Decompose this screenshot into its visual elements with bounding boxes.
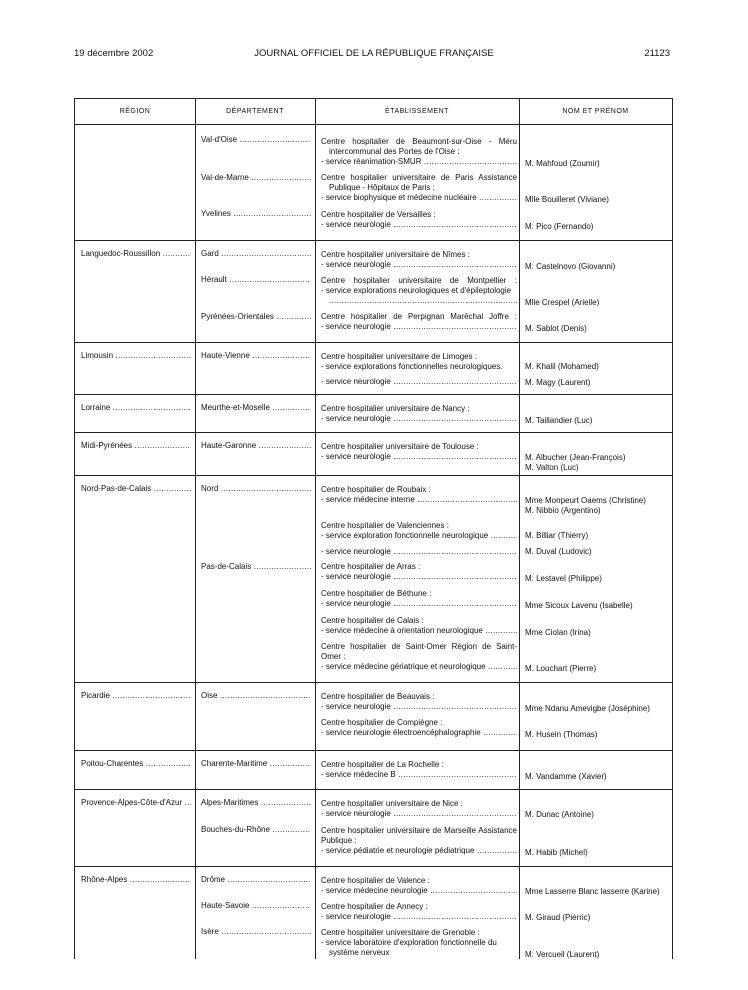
region-group — [75, 790, 672, 867]
column-header-nom-prenom: NOM ET PRÉNOM — [562, 108, 629, 115]
nom-cell: M. Habib (Michel) — [525, 848, 588, 857]
etablissement-cell: Centre hospitalier universitaire de Nîmes : - service neurologie ..... — [321, 250, 517, 270]
departement-cell: Gard ..... — [201, 249, 311, 259]
header-page-number: 21123 — [644, 48, 670, 59]
region-group — [75, 343, 672, 395]
departement-cell: Haute-Vienne ..... — [201, 351, 311, 361]
departement-cell: Yvelines ..... — [201, 209, 311, 219]
appointments-table — [74, 98, 673, 959]
table-header — [75, 99, 672, 125]
departement-cell: Drôme ..... — [201, 875, 311, 885]
departement-cell: Alpes-Maritimes ..... — [201, 798, 311, 808]
nom-cell: M. Vercueil (Laurent) — [525, 950, 600, 959]
region-cell: Lorraine ..... — [81, 403, 191, 413]
departement-cell: Haute-Garonne ..... — [201, 441, 311, 451]
region-cell: Nord-Pas-de-Calais ..... — [81, 484, 191, 494]
nom-cell: M. Giraud (Pierric) — [525, 913, 591, 922]
region-group — [75, 751, 672, 790]
etablissement-cell: Centre hospitalier de Versailles : - service neurologie ..... — [321, 210, 517, 230]
nom-cell: Mme Ndanu Amevigbe (Joséphine) — [525, 704, 650, 713]
etablissement-cell: Centre hospitalier universitaire de Limoges : - service explorations fonctionnelles neurologiques. - service neurologie ..... — [321, 352, 517, 387]
region-cell: Limousin ..... — [81, 351, 191, 361]
etablissement-cell: Centre hospitalier universitaire de Toulouse : - service neurologie ..... — [321, 442, 517, 462]
etablissement-cell: Centre hospitalier universitaire de Marseille Assistance Publique : - service pédiatrie et neurologie pédiatrique ..... — [321, 826, 517, 856]
etablissement-cell: Centre hospitalier de Perpignan Maréchal Joffre : - service neurologie ..... — [321, 312, 517, 332]
nom-cell: Mme Ciolan (Irina) — [525, 628, 591, 637]
nom-cell: M. Khalil (Mohamed) — [525, 362, 599, 371]
etablissement-cell: Centre hospitalier de Annecy : - service neurologie ..... — [321, 902, 517, 922]
departement-cell: Oise ..... — [201, 691, 311, 701]
nom-cell: M. Albucher (Jean-François) M. Valton (Luc) — [525, 453, 626, 472]
nom-cell: M. Castelnovo (Giovanni) — [525, 262, 616, 271]
etablissement-cell: Centre hospitalier de Beaumont-sur-Oise - Méru intercommunal des Portes de l'Oise : - service réanimation-SMUR ..... — [321, 137, 517, 167]
region-cell: Provence-Alpes-Côte-d'Azur ..... — [81, 798, 191, 808]
nom-cell: Mlle Crespel (Arielle) — [525, 298, 600, 307]
etablissement-cell: Centre hospitalier de Beauvais : - service neurologie ..... Centre hospitalier de Compiègne : - service neurologie électroencéphalographie ..... — [321, 692, 517, 738]
etablissement-cell: Centre hospitalier de Valence : - service médecine neurologie ..... — [321, 876, 517, 896]
nom-cell: M. Dunac (Antoine) — [525, 810, 594, 819]
departement-cell: Pas-de-Calais ..... — [201, 562, 311, 572]
etablissement-cell: Centre hospitalier universitaire de Paris Assistance Publique - Hôpitaux de Paris : - service biophysique et médecine nucléaire ..... — [321, 173, 517, 203]
nom-cell: Mme Sicoux Lavenu (Isabelle) — [525, 601, 633, 610]
region-group — [75, 867, 672, 967]
header-date: 19 décembre 2002 — [74, 48, 154, 59]
nom-cell: M. Mahfoud (Zoumir) — [525, 159, 600, 168]
etablissement-cell: Centre hospitalier universitaire de Nancy : - service neurologie ..... — [321, 404, 517, 424]
departement-cell: Haute-Savoie ..... — [201, 901, 311, 911]
departement-cell: Val-de-Marne ..... — [201, 173, 311, 183]
etablissement-cell: Centre hospitalier de Béthune : - service neurologie ..... — [321, 589, 517, 609]
etablissement-cell: Centre hospitalier universitaire de Grenoble : - service laboratoire d'exploration fonctionnelle du système nerveux ..... — [321, 928, 517, 958]
nom-cell: M. Billiar (Thierry) — [525, 531, 589, 540]
nom-cell: M. Taillandier (Luc) — [525, 416, 593, 425]
nom-cell: M. Louchart (Pierre) — [525, 664, 597, 673]
column-header-departement: DÉPARTEMENT — [226, 108, 284, 115]
nom-cell: M. Lestavel (Philippe) — [525, 574, 602, 583]
region-group — [75, 683, 672, 751]
nom-cell: M. Magy (Laurent) — [525, 378, 591, 387]
nom-cell: M. Pico (Fernando) — [525, 222, 594, 231]
nom-cell: Mme Lasserre Blanc lasserre (Karine) — [525, 887, 660, 896]
region-cell: Picardie ..... — [81, 691, 191, 701]
etablissement-cell: Centre hospitalier universitaire de Nice : - service neurologie ..... — [321, 799, 517, 819]
region-group — [75, 241, 672, 343]
etablissement-cell: Centre hospitalier de Saint-Omer Région de Saint-Omer : - service médecine gériatrique et neurologique ..... — [321, 642, 517, 672]
region-group — [75, 395, 672, 433]
etablissement-cell: Centre hospitalier universitaire de Montpellier : - service explorations neurologiques et d'épileptologie ..... — [321, 276, 517, 306]
departement-cell: Meurthe-et-Moselle ..... — [201, 403, 311, 413]
nom-cell: Mlle Bouilleret (Viviane) — [525, 195, 609, 204]
region-cell: Poitou-Charentes ..... — [81, 759, 191, 769]
etablissement-cell: Centre hospitalier de Roubaix : - service médecine interne ..... — [321, 485, 517, 505]
region-group — [75, 433, 672, 476]
column-header-etablissement: ÉTABLISSEMENT — [385, 108, 449, 115]
departement-cell: Hérault ..... — [201, 275, 311, 285]
etablissement-cell: Centre hospitalier de Arras : - service neurologie ..... — [321, 562, 517, 582]
departement-cell: Bouches-du-Rhône ..... — [201, 825, 311, 835]
region-group — [75, 125, 672, 241]
etablissement-cell: Centre hospitalier de Calais : - service médecine à orientation neurologique ..... — [321, 616, 517, 636]
nom-cell: M. Husein (Thomas) — [525, 730, 598, 739]
departement-cell: Pyrénées-Orientales ..... — [201, 312, 311, 322]
etablissement-cell: Centre hospitalier de Valenciennes : - service exploration fonctionnelle neurologique ..... - service neurologie ..... — [321, 521, 517, 557]
region-group — [75, 476, 672, 683]
departement-cell: Isère ..... — [201, 927, 311, 937]
region-cell: Midi-Pyrénées ..... — [81, 441, 191, 451]
etablissement-cell: Centre hospitalier de La Rochelle : - service médecine B ..... — [321, 760, 517, 780]
header-title: JOURNAL OFFICIEL DE LA RÉPUBLIQUE FRANÇAISE — [254, 48, 494, 59]
departement-cell: Val-d'Oise ..... — [201, 135, 311, 145]
column-header-region: RÉGION — [119, 108, 151, 115]
region-cell: Rhône-Alpes ..... — [81, 875, 191, 885]
nom-cell: M. Sablot (Denis) — [525, 324, 587, 333]
departement-cell: Charente-Maritime ..... — [201, 759, 311, 769]
departement-cell: Nord ..... — [201, 484, 311, 494]
nom-cell: M. Vandamme (Xavier) — [525, 772, 607, 781]
nom-cell: Mme Monpeurt Oaems (Christine) M. Nibbio (Argentino) — [525, 496, 646, 515]
nom-cell: M. Duval (Ludovic) — [525, 547, 592, 556]
region-cell: Languedoc-Roussillon ..... — [81, 249, 191, 259]
